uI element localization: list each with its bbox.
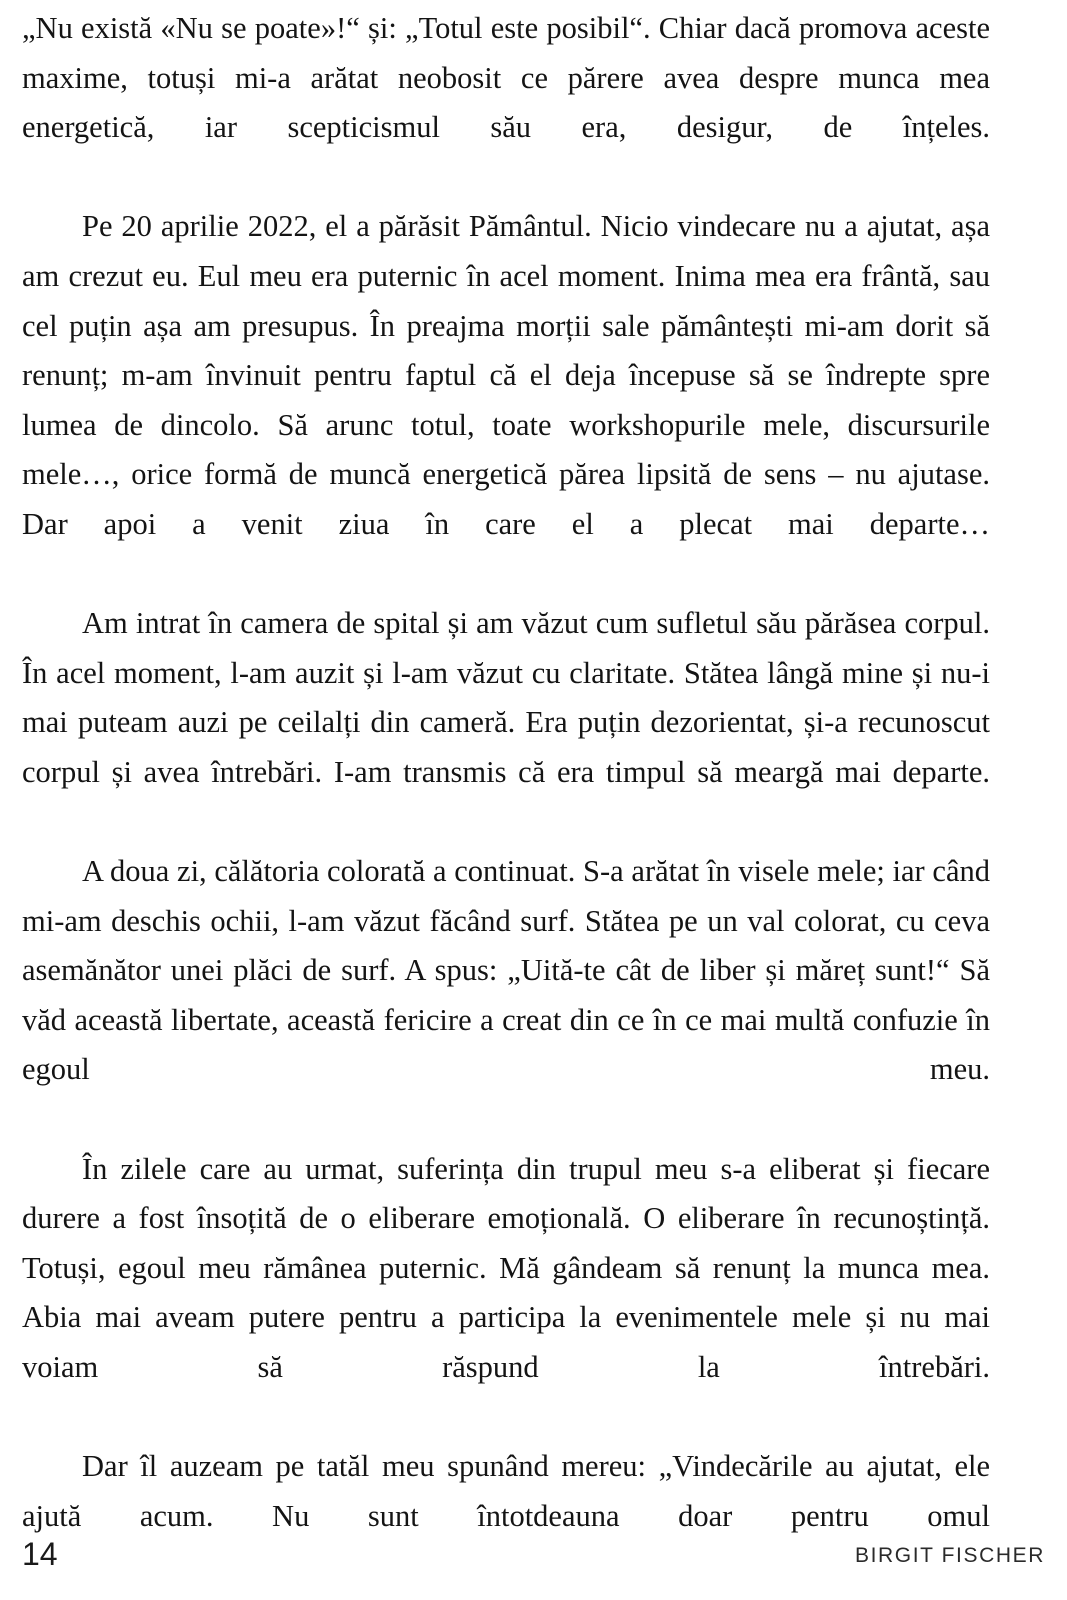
paragraph: Dar îl auzeam pe tatăl meu spunând mereu: „Vindecările au ajutat, ele ajută acum. Nu sunt întotdeauna doar pentru omul — [22, 1449, 990, 1533]
running-head-author: BIRGIT FISCHER — [854, 1544, 1045, 1567]
page-footer — [22, 1526, 1045, 1570]
body-text-block — [22, 4, 990, 1591]
paragraph: A doua zi, călătoria colorată a continuat. S-a arătat în visele mele; iar când mi-am deschis ochii, l-am văzut făcând surf. Stătea pe un val colorat, cu ceva asemănător unei plăci de surf. A spus: „Uită-te cât de liber și măreț sunt!“ Să văd această libertate, această fericire a creat din ce în ce mai multă confuzie în egoul meu. — [22, 854, 990, 1087]
paragraph: Am intrat în camera de spital și am văzut cum sufletul său părăsea corpul. În acel moment, l-am auzit și l-am văzut cu claritate. Stătea lângă mine și nu-i mai puteam auzi pe ceilalți din cameră. Era puțin dezorientat, și-a recunoscut corpul și avea întrebări. I-am transmis că era timpul să meargă mai departe. — [22, 606, 990, 789]
paragraph: În zilele care au urmat, suferința din trupul meu s-a eliberat și fiecare durere a fost însoțită de o eliberare emoțională. O eliberare în recunoștință. Totuși, egoul meu rămânea puternic. Mă gândeam să renunț la munca mea. Abia mai aveam putere pentru a participa la evenimentele mele și nu mai voiam să răspund la întrebări. — [22, 1151, 990, 1385]
page-number: 14 — [22, 1536, 58, 1572]
paragraph: „Nu există «Nu se poate»!“ și: „Totul este posibil“. Chiar dacă promova aceste maxime, totuși mi-a arătat neobosit ce părere avea despre munca mea energetică, iar scepticismul său era, desigur, de înțeles. — [22, 11, 990, 145]
paragraph: Pe 20 aprilie 2022, el a părăsit Pământul. Nicio vindecare nu a ajutat, așa am crezut eu. Eul meu era puternic în acel moment. Inima mea era frântă, sau cel puțin așa am presupus. În preajma morții sale pământești mi-am dorit să renunț; m-am învinuit pentru faptul că el deja începuse să se îndrepte spre lumea de dincolo. Să arunc totul, toate workshopurile mele, discursurile mele…, orice formă de muncă energetică părea lipsită de sens – nu ajutase. Dar apoi a venit ziua în care el a plecat mai departe… — [22, 209, 990, 541]
